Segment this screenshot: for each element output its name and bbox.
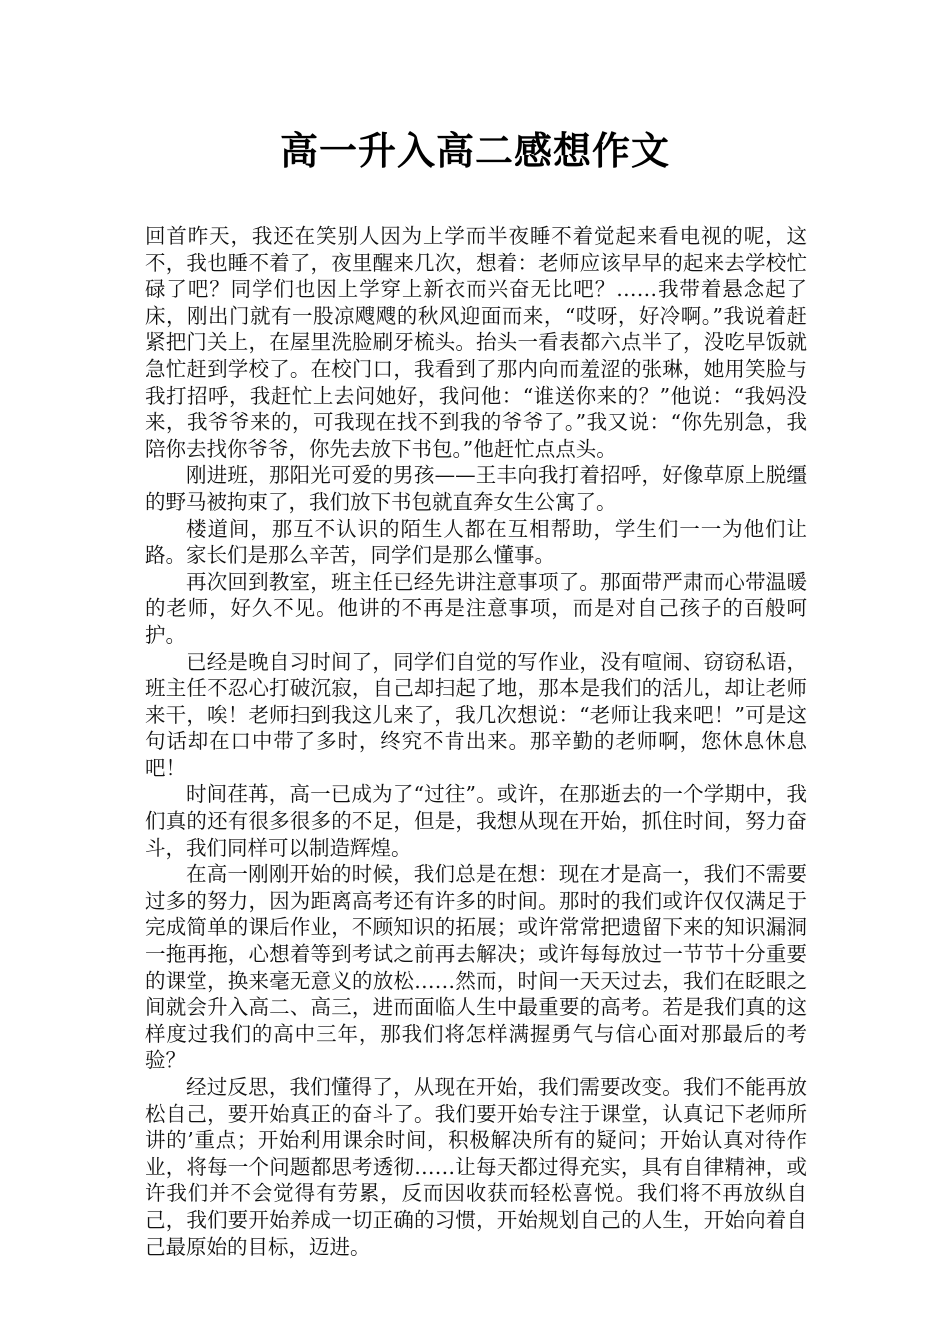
paragraph-7: 在高一刚刚开始的时候，我们总是在想：现在才是高一，我们不需要过多的努力，因为距离高考还有许多的时间。那时的我们或许仅仅满足于完成简单的课后作业，不顾知识的拓展；或许常常把遗留下来的知识漏洞一拖再拖，心想着等到考试之前再去解决；或许每每放过一节节十分重要的课堂，换来毫无意义的放松……然而，时间一天天过去，我们在眨眼之间就会升入高二、高三，进而面临人生中最重要的高考。若是我们真的这样度过我们的高中三年，那我们将怎样满握勇气与信心面对那最后的考验？ — [145, 862, 807, 1073]
paragraph-5: 已经是晚自习时间了，同学们自觉的写作业，没有喧闹、窃窃私语，班主任不忍心打破沉寂，自己却扫起了地，那本是我们的活儿，却让老师来干，唉！老师扫到我这儿来了，我几次想说：“老师让我来吧！”可是这句话却在口中带了多时，终究不肯出来。那辛勤的老师啊，您休息休息吧！ — [145, 649, 807, 780]
paragraph-1: 回首昨天，我还在笑别人因为上学而半夜睡不着觉起来看电视的呢，这不，我也睡不着了，夜里醒来几次，想着：老师应该早早的起来去学校忙碌了吧？同学们也因上学穿上新衣而兴奋无比吧？……我带着悬念起了床，刚出门就有一股凉飕飕的秋风迎面而来，“哎呀，好冷啊。”我说着赶紧把门关上，在屋里洗脸刷牙梳头。抬头一看表都六点半了，没吃早饭就急忙赶到学校了。在校门口，我看到了那内向而羞涩的张琳，她用笑脸与我打招呼，我赶忙上去问她好，我问他：“谁送你来的？”他说：“我妈没来，我爷爷来的，可我现在找不到我的爷爷了。”我又说：“你先别急，我陪你去找你爷爷，你先去放下书包。”他赶忙点点头。 — [145, 224, 807, 461]
paragraph-4: 再次回到教室，班主任已经先讲注意事项了。那面带严肃而心带温暖的老师，好久不见。他讲的不再是注意事项，而是对自己孩子的百般呵护。 — [145, 569, 807, 647]
document-body — [145, 223, 807, 1260]
paragraph-8: 经过反思，我们懂得了，从现在开始，我们需要改变。我们不能再放松自己，要开始真正的奋斗了。我们要开始专注于课堂，认真记下老师所讲的’重点；开始利用课余时间，积极解决所有的疑问；开始认真对待作业，将每一个问题都思考透彻……让每天都过得充实，具有自律精神，或许我们并不会觉得有劳累，反而因收获而轻松喜悦。我们将不再放纵自己，我们要开始养成一切正确的习惯，开始规划自己的人生，开始向着自己最原始的目标，迈进。 — [145, 1075, 807, 1259]
document-title: 高一升入高二感想作文 — [279, 129, 670, 173]
paragraph-6: 时间荏苒，高一已成为了“过往”。或许，在那逝去的一个学期中，我们真的还有很多很多的不足，但是，我想从现在开始，抓住时间，努力奋斗，我们同样可以制造辉煌。 — [145, 782, 807, 860]
paragraph-3: 楼道间，那互不认识的陌生人都在互相帮助，学生们一一为他们让路。家长们是那么辛苦，同学们是那么懂事。 — [145, 516, 807, 568]
paragraph-2: 刚进班，那阳光可爱的男孩——王丰向我打着招呼，好像草原上脱缰的野马被拘束了，我们放下书包就直奔女生公寓了。 — [145, 463, 807, 514]
